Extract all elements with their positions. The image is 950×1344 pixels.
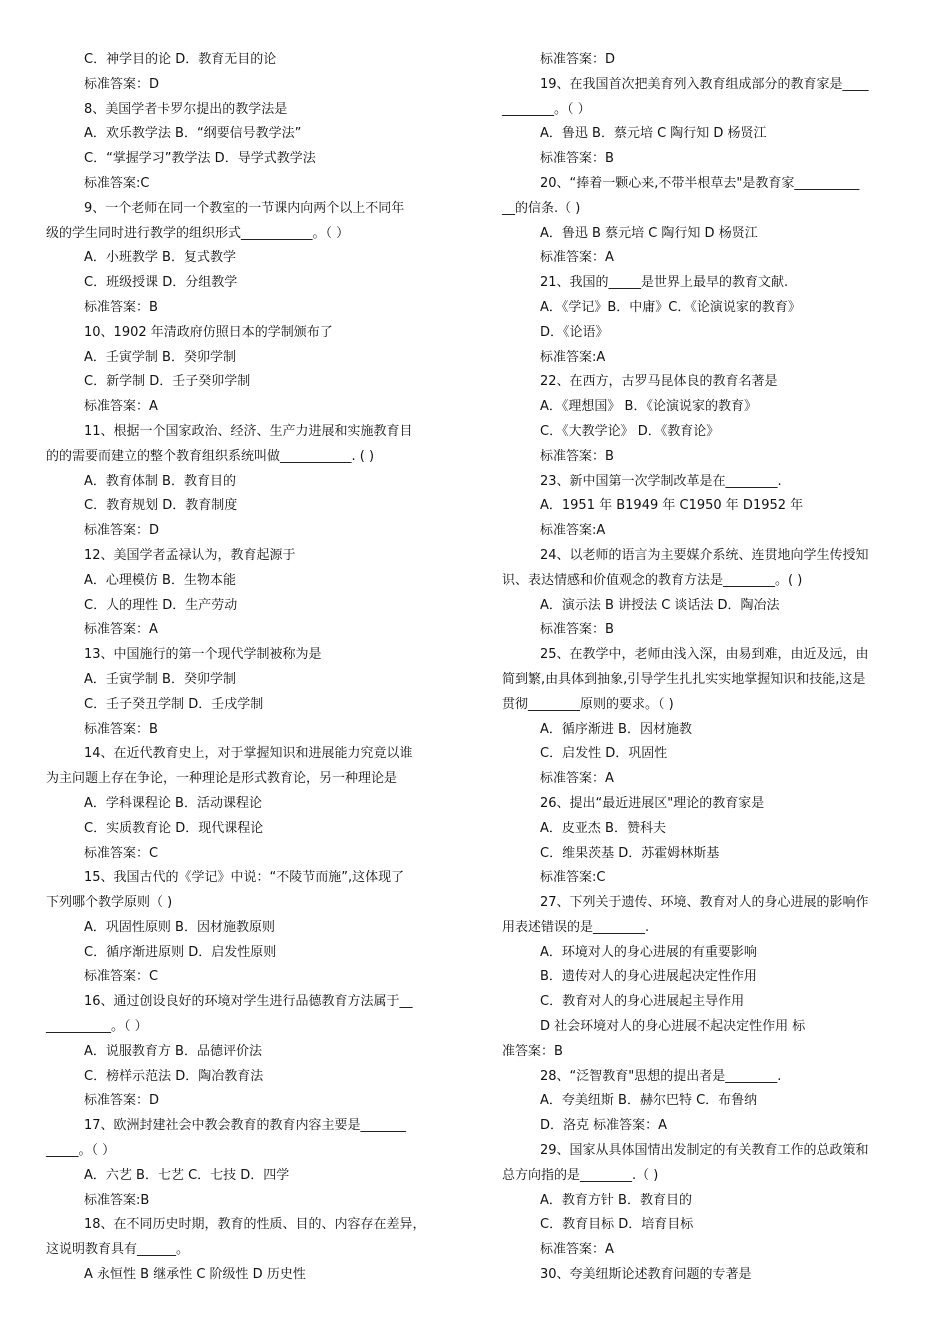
text-line: C．教育目标 D．培育目标: [540, 1217, 694, 1233]
text-line: 识、表达情感和价值观念的教育方法是________。( ): [502, 572, 803, 588]
text-line: 8、美国学者卡罗尔提出的教学法是: [84, 101, 288, 117]
text-line: 的的需要而建立的整个教育组织系统叫做___________. ( ): [46, 448, 375, 464]
text-line: A．《理想国》 B．《论演说家的教育》: [540, 399, 757, 415]
text-line: 24、以老师的语言为主要媒介系统、连贯地向学生传授知: [540, 547, 869, 563]
text-line: 16、通过创设良好的环境对学生进行品德教育方法属于__: [84, 994, 413, 1010]
text-line: 下列哪个教学原则（ ): [46, 895, 173, 911]
text-line: A．教育体制 B．教育目的: [84, 473, 236, 489]
text-line: A．小班教学 B．复式教学: [84, 250, 236, 266]
text-line: 标准答案：B: [84, 299, 158, 315]
text-line: A．鲁迅 B．蔡元培 C 陶行知 D 杨贤江: [540, 126, 767, 142]
text-line: A．夸美纽斯 B．赫尔巴特 C．布鲁纳: [540, 1093, 758, 1109]
text-line: 18、在不同历史时期，教育的性质、目的、内容存在差异，: [84, 1217, 426, 1233]
text-line: 12、美国学者孟禄认为，教育起源于: [84, 547, 296, 563]
text-line: 标准答案:A: [540, 523, 606, 539]
text-line: 标准答案：B: [540, 448, 614, 464]
text-line: A．演示法 B 讲授法 C 谈话法 D．陶冶法: [540, 597, 780, 613]
text-line: A．说服教育方 B．品德评价法: [84, 1043, 262, 1059]
text-line: 22、在西方，古罗马昆体良的教育名著是: [540, 374, 778, 390]
text-line: 标准答案：A: [540, 771, 614, 787]
text-line: 标准答案：A: [84, 622, 158, 638]
text-line: C．教育对人的身心进展起主导作用: [540, 994, 745, 1010]
text-line: 标准答案：D: [84, 76, 160, 92]
text-line: 19、在我国首次把美育列入教育组成部分的教育家是____: [540, 76, 869, 92]
text-line: C．《大教学论》 D．《教育论》: [540, 423, 720, 439]
text-line: 贯彻________原则的要求。（ ): [502, 696, 674, 712]
text-line: 为主问题上存在争论，一种理论是形式教育论，另一种理论是: [46, 771, 398, 787]
text-line: 29、国家从具体国情出发制定的有关教育工作的总政策和: [540, 1143, 869, 1159]
text-line: A．巩固性原则 B．因材施教原则: [84, 919, 275, 935]
text-line: C．壬子癸丑学制 D．壬戌学制: [84, 696, 264, 712]
text-line: A．心理模仿 B．生物本能: [84, 572, 236, 588]
text-line: 9、一个老师在同一个教室的一节课内向两个以上不同年: [84, 200, 405, 216]
text-line: C．实质教育论 D．现代课程论: [84, 820, 264, 836]
right-column: [502, 48, 906, 1288]
text-line: 14、在近代教育史上，对于掌握知识和进展能力究竟以谁: [84, 746, 413, 762]
text-line: A．1951 年 B1949 年 C1950 年 D1952 年: [540, 498, 804, 514]
text-line: 这说明教育具有______。: [46, 1242, 190, 1258]
text-line: 简到繁,由具体到抽象,引导学生扎扎实实地掌握知识和技能,这是: [502, 671, 866, 687]
text-line: __________。（ ）: [46, 1019, 148, 1035]
text-line: 21、我国的_____是世界上最早的教育文献.: [540, 275, 789, 291]
text-line: C．教育规划 D．教育制度: [84, 498, 238, 514]
text-line: D 社会环境对人的身心进展不起决定性作用 标: [540, 1019, 806, 1035]
text-line: A．六艺 B．七艺 C．七技 D．四学: [84, 1167, 290, 1183]
text-line: 标准答案:A: [540, 349, 606, 365]
text-line: 26、提出“最近进展区"理论的教育家是: [540, 795, 765, 811]
text-line: A．皮亚杰 B．赞科夫: [540, 820, 666, 836]
text-line: 总方向指的是________.（ ): [502, 1167, 659, 1183]
text-line: 13、中国施行的第一个现代学制被称为是: [84, 647, 322, 663]
text-line: 标准答案：D: [540, 52, 616, 67]
text-line: __的信条.（ ): [502, 200, 581, 216]
text-line: A．学科课程论 B．活动课程论: [84, 795, 262, 811]
text-line: 30、夸美纽斯论述教育问题的专著是: [540, 1267, 752, 1283]
text-line: 标准答案：D: [84, 1093, 160, 1109]
text-line: C．启发性 D．巩固性: [540, 746, 668, 762]
text-line: A 永恒性 B 继承性 C 阶级性 D 历史性: [84, 1267, 306, 1283]
text-line: 11、根据一个国家政治、经济、生产力进展和实施教育目: [84, 423, 413, 439]
text-line: C．循序渐进原则 D．启发性原则: [84, 944, 277, 960]
text-line: 标准答案：A: [84, 399, 158, 415]
text-line: 20、“捧着一颗心来,不带半根草去"是教育家__________: [540, 175, 860, 191]
text-line: 27、下列关于遗传、环境、教育对人的身心进展的影响作: [540, 895, 869, 911]
text-line: 10、1902 年清政府仿照日本的学制颁布了: [84, 324, 333, 340]
text-line: ________。（ ）: [502, 101, 591, 117]
text-line: 用表述错误的是________.: [502, 919, 650, 935]
text-line: A．鲁迅 B 蔡元培 C 陶行知 D 杨贤江: [540, 225, 758, 241]
text-line: C．班级授课 D．分组教学: [84, 275, 238, 291]
text-line: A．《学记》B．中庸》C．《论演说家的教育》: [540, 299, 801, 315]
text-line: C．神学目的论 D．教育无目的论: [84, 52, 277, 67]
text-line: C．“掌握学习”教学法 D．导学式教学法: [84, 151, 316, 167]
text-line: C．新学制 D．壬子癸卯学制: [84, 374, 251, 390]
text-line: A．循序渐进 B．因材施教: [540, 721, 692, 737]
text-line: 15、我国古代的《学记》中说：“不陵节而施”,这体现了: [84, 870, 405, 886]
text-line: 23、新中国第一次学制改革是在________.: [540, 473, 782, 489]
text-line: 标准答案:C: [84, 175, 150, 191]
text-line: 标准答案：C: [84, 845, 159, 861]
text-line: 准答案：B: [502, 1043, 563, 1059]
text-line: C．维果茨基 D．苏霍姆林斯基: [540, 845, 720, 861]
text-line: 标准答案：B: [540, 151, 614, 167]
text-line: 标准答案：A: [540, 1242, 614, 1258]
text-line: 级的学生同时进行教学的组织形式___________。（ ）: [46, 225, 350, 241]
text-line: D．洛克 标准答案：A: [540, 1118, 668, 1134]
text-line: 标准答案：B: [84, 721, 158, 737]
text-line: 25、在教学中，老师由浅入深，由易到难，由近及远，由: [540, 647, 869, 663]
text-line: C．人的理性 D．生产劳动: [84, 597, 238, 613]
text-line: 标准答案：A: [540, 250, 614, 266]
text-line: A．壬寅学制 B．癸卯学制: [84, 671, 236, 687]
text-line: 标准答案：C: [84, 969, 159, 985]
text-line: A．教育方针 B．教育目的: [540, 1192, 692, 1208]
text-line: 17、欧洲封建社会中教会教育的教育内容主要是_______: [84, 1118, 407, 1134]
left-column: [46, 48, 450, 1288]
text-line: 标准答案：D: [84, 523, 160, 539]
text-line: 28、“泛智教育"思想的提出者是________.: [540, 1068, 782, 1084]
text-line: C．榜样示范法 D．陶冶教育法: [84, 1068, 264, 1084]
text-line: _____。（ ）: [46, 1143, 116, 1159]
text-line: D．《论语》: [540, 324, 609, 340]
text-line: 标准答案:B: [84, 1192, 150, 1208]
text-line: A．欢乐教学法 B．“纲要信号教学法”: [84, 126, 302, 142]
text-line: A．壬寅学制 B．癸卯学制: [84, 349, 236, 365]
text-line: 标准答案：B: [540, 622, 614, 638]
text-line: B．遗传对人的身心进展起决定性作用: [540, 969, 757, 985]
text-line: 标准答案:C: [540, 870, 606, 886]
text-line: A．环境对人的身心进展的有重要影响: [540, 944, 757, 960]
